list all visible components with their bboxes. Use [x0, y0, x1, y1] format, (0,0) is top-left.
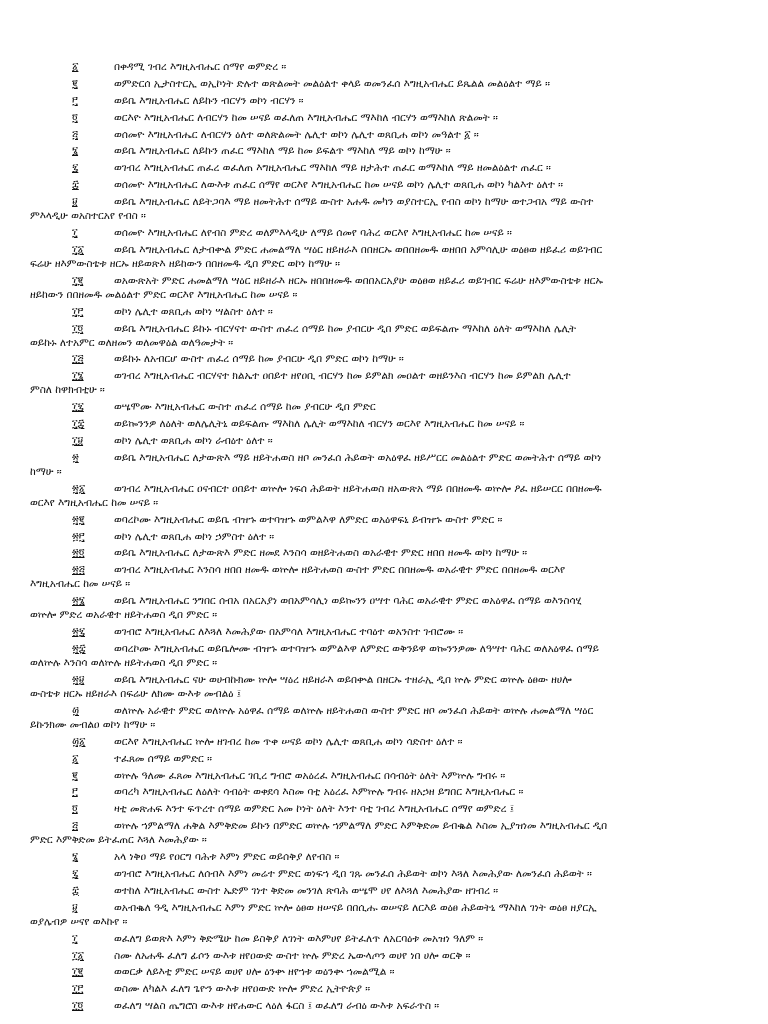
verse-number: ፲፰ — [72, 418, 85, 431]
verse-text: ተፈጸመ ሰማይ ወምድር ። — [114, 752, 212, 765]
verse-text: ወኮነ ሌሊተ ወጸቢሐ ወኮነ ራብዕተ ዕለተ ። — [114, 435, 273, 448]
verse-number: ፪ — [72, 769, 78, 782]
verse-line — [0, 530, 768, 544]
verse-text: ወይቤ እግዚአብሔር ንግበር ሰብአ በአርአያነ ወበአምሳሊነ ወይኰንን ዐሣተ ባሕር ወአራዊተ ምድር ወአዕዋፈ ሰማይ ወእንስሳሂ — [114, 595, 582, 608]
verse-line — [0, 563, 768, 591]
verse-number: ፲፬ — [72, 322, 84, 335]
verse-text-continuation: ይኩንክሙ መብልዐ ወኮነ ከማሁ ። — [30, 718, 156, 731]
verse-text: ዛቲ መጽሐፍ እንተ ፍጥረተ ሰማይ ወምድር አመ ኮነት ዕለት እንተ ባቲ ገብረ እግዚአብሔር ሰማየ ወምድረ ፤ — [114, 803, 514, 816]
verse-text: ወገብሮ እግዚአብሔር ለሰብእ እምነ መሬተ ምድር ወነፍኀ ዲበ ገጹ መንፈሰ ሕይወት ወኮነ እጓለ እመሕያው ለመንፈሰ ሕይወት ። — [114, 867, 592, 880]
verse-number: ፫ — [72, 786, 78, 799]
verse-text-continuation: ከማሁ ። — [30, 465, 62, 478]
verse-number: ፲ — [72, 227, 78, 240]
document-page — [0, 60, 768, 1016]
verse-number: ፯ — [72, 162, 79, 175]
verse-line — [0, 735, 768, 749]
verse-text-continuation: ዘይከውን በበዘመዱ መልዕልተ ምድር ወርእየ እግዚአብሔር ከመ ሠናይ ። — [30, 288, 298, 301]
verse-number: ፳፮ — [72, 595, 85, 608]
verse-number: ፴ — [72, 704, 80, 717]
verse-text-continuation: ፍሬሁ ዘእምውስቴቱ ዘርኡ ዘይወጽእ ዘይከውን በበዘመዱ ዲበ ምድር ወኮነ ከማሁ ። — [30, 257, 340, 270]
verse-text: ወሰመዮ እግዚአብሔር ለውእቱ ጠፈር ሰማየ ወርእየ እግዚአብሔር ከመ ሠናይ ወኮነ ሌሊተ ወጸቢሐ ወኮነ ካልእተ ዕለተ ። — [114, 179, 564, 192]
verse-line — [0, 305, 768, 319]
verse-text: ወባረኮሙ እግዚአብሔር ወይቤ ብዝኁ ወተባዝኁ ወምልእዋ ለምድር ወአዕዋፍኒ ይብዝኁ ውስተ ምድር ። — [114, 513, 503, 526]
verse-number: ፲፪ — [72, 966, 84, 979]
verse-number: ፲፯ — [72, 401, 84, 414]
verse-number: ፳፬ — [72, 547, 85, 560]
verse-number: ፲፬ — [72, 1000, 84, 1013]
verse-number: ፲፮ — [72, 370, 84, 383]
verse-text-continuation: ወያሌብዎ ሠናየ ወእኩየ ። — [30, 915, 128, 928]
verse-text: አላ ነቅዐ ማይ የዐርግ ባሕቱ እምነ ምድር ወይሰቅያ ለየብስ ። — [114, 851, 340, 864]
verse-text: ወገብሮ እግዚአብሔር ለእጓለ እመሕያው በአምሳለ እግዚአብሔር ተባዕተ ወአንስተ ገብሮሙ ። — [114, 626, 464, 639]
verse-text-continuation: ምእላዲሁ ወአስተርአየ የብስ ። — [30, 210, 146, 223]
verse-text: ወኮነ ሌሊተ ወጸቢሐ ወኮነ ኃምስተ ዕለተ ። — [114, 530, 275, 543]
verse-number: ፩ — [72, 61, 79, 73]
verse-line — [0, 400, 768, 414]
verse-line — [0, 111, 768, 125]
verse-line — [0, 673, 768, 701]
verse-line — [0, 999, 768, 1013]
verse-text: ወይቤ እግዚአብሔር ለታብቍል ምድር ሐመልማለ ሣዕር ዘይዘራእ በበዘርኡ ወበበዘመዱ ወዘበበ አምሳሊሁ ወዕፀወ ዘይፈሪ ወይገብር — [114, 243, 603, 256]
verse-line — [0, 178, 768, 192]
verse-text: ወርእየ እግዚአብሔር ኵሎ ዘገብረ ከመ ጥቀ ሠናይ ወኮነ ሌሊተ ወጸቢሐ ወኮነ ሳድስተ ዕለተ ። — [114, 735, 463, 748]
verse-line — [0, 949, 768, 963]
verse-text: ወሰመዮ እግዚአብሔር ለብርሃን ዕለተ ወለጽልመት ሌሊተ ወኮነ ሌሊተ ወጸቢሐ ወኮነ መዓልተ ፩ ። — [114, 128, 479, 141]
verse-number: ፮ — [72, 145, 79, 158]
verse-text: ወይኰንንዎ ለዕለት ወለሌሊትኒ ወይፍልጡ ማእከለ ሌሊት ወማእከለ ብርሃን ወርእየ እግዚአብሔር ከመ ሠናይ ። — [114, 418, 525, 431]
verse-text: ስሙ ለአሐዱ ፈለግ ፊሶን ውእቱ ዘየዐውድ ውስተ ኵሉ ምድረ ኤውላጦን ወሀየ ነበ ሀሎ ወርቅ ። — [114, 949, 471, 962]
verse-text-continuation: ወኵሎ ምድረ ወአራዊተ ዘይትሐወስ ዲበ ምድር ። — [30, 609, 218, 622]
verse-line — [0, 982, 768, 996]
verse-line — [0, 161, 768, 175]
verse-text: ወኵሉ ኀምልማለ ሐቅል እምቅድመ ይኩን በምድር ወኵሉ ኀምልማለ ምድር እምቅድመ ይብቈል እስመ ኢያዝነመ እግዚአብሔር ዲበ — [114, 820, 608, 833]
verse-line — [0, 642, 768, 670]
verse-text-continuation: ወለኵሉ እንስሳ ወለኵሉ ዘይትሐወስ ዲበ ምድር ። — [30, 657, 218, 670]
verse-line — [0, 884, 768, 898]
verse-line — [0, 965, 768, 979]
verse-line — [0, 513, 768, 527]
verse-text: ወባረኮሙ እግዚአብሔር ወይቤሎሙ ብዝኁ ወተባዝኁ ወምልእዋ ለምድር ወቅንይዋ ወኰንንዎሙ ለዓሣተ ባሕር ወለአዕዋፈ ሰማይ — [114, 643, 599, 656]
verse-line — [0, 802, 768, 816]
verse-text-continuation: ወርእየ እግዚአብሔር ከመ ሠናይ ። — [30, 496, 159, 509]
verse-number: ፱ — [72, 901, 78, 914]
verse-text: ወይቤ እግዚአብሔር ይኩኑ ብርሃናተ ውስተ ጠፈረ ሰማይ ከመ ያብርሁ ዲበ ምድር ወይፍልጡ ማእከለ ዕለት ወማእከለ ሌሊት — [114, 322, 577, 335]
verse-number: ፳፫ — [72, 530, 85, 543]
verse-text-continuation: ውስቴቱ ዘርኡ ዘይዘራእ በፍሬሁ ለክሙ ውእቱ መብልዕ ፤ — [30, 687, 241, 700]
verse-text: ወይቤ እግዚአብሔር ለታውጽእ ምድር ዘመደ እንስሳ ወዘይትሐወስ ወአራዊተ ምድር ዘበበ ዘመዱ ወኮነ ከማሁ ። — [114, 547, 528, 560]
verse-text: ወፈለግ ሣልስ ጤግሮስ ውእቱ ዘየሐውር ላዕለ ፋርስ ፤ ወፈለግ ራብዕ ውእቱ አፍራጥስ ። — [114, 1000, 440, 1013]
verse-line — [0, 594, 768, 622]
verse-line — [0, 625, 768, 639]
verse-line — [0, 434, 768, 448]
verse-line — [0, 451, 768, 479]
verse-number: ፳፯ — [72, 626, 86, 639]
verse-text: ወባረካ እግዚአብሔር ለዕለት ሳብዕት ወቀደሳ እስመ ባቲ አዕረፈ እምኵሉ ግብሩ ዘአኃዘ ይግበር እግዚአብሔር ። — [114, 786, 524, 799]
verse-number: ፱ — [72, 196, 78, 209]
verse-text: ወይቤ እግዚአብሔር ለይትጋባእ ማይ ዘመትሕተ ሰማይ ውስተ አሐዱ መካን ወያስተርኢ የብስ ወኮነ ከማሁ ወተጋብአ ማይ ውስተ — [114, 196, 594, 209]
verse-text: ወይቤ እግዚአብሔር ለይኩን ጠፈር ማእከለ ማይ ከመ ይፍልጥ ማእከለ ማይ ወኮነ ከማሁ ። — [114, 145, 451, 158]
verse-line — [0, 195, 768, 223]
verse-line — [0, 60, 768, 74]
verse-line — [0, 322, 768, 350]
verse-text-continuation: ምድር እምቅድመ ይትፈጠር እጓለ እመሕያው ። — [30, 834, 207, 847]
verse-line — [0, 932, 768, 946]
verse-text: ወአብቈለ ዓዲ እግዚአብሔር እምነ ምድር ኵሎ ዕፀወ ዘሠናይ በበሲሑ ወሠናይ ለርእይ ወዕፀ ሕይወትኒ ማእከለ ገነት ወዕፀ ዘያርኢ — [114, 901, 597, 914]
verse-line — [0, 352, 768, 366]
verse-text: ወይቤ እግዚአብሔር ለታውጽእ ማይ ዘይትሐወስ ዘቦ መንፈሰ ሕይወት ወአዕዋፈ ዘይሥርር መልዕልተ ምድር ወመትሕተ ሰማይ ወኮነ — [114, 451, 602, 464]
verse-line — [0, 901, 768, 929]
verse-line — [0, 704, 768, 732]
verse-number: ፳ — [72, 451, 79, 464]
verse-text: ወገብረ እግዚአብሔር ብርሃናተ ክልኤተ ዐበይተ ዘየዐቢ ብርሃን ከመ ይምልክ መዐልተ ወዘይንእስ ብርሃን ከመ ይምልክ ሌሊተ — [114, 370, 571, 383]
verse-text: ወገብረ እግዚአብሔር እንስሳ ዘበበ ዘመዱ ወኵሎ ዘይትሐወስ ውስተ ምድር በበዘመዱ ወአራዊተ ምድር በበዘመዱ ወርእየ — [114, 564, 566, 577]
verse-line — [0, 850, 768, 864]
verse-line — [0, 867, 768, 881]
verse-number: ፲፩ — [72, 949, 84, 962]
verse-text: ወተከለ እግዚአብሔር ውስተ ኤድም ገነተ ቅድመ መንገለ ጽባሕ ወሤሞ ሀየ ለእጓለ እመሕያው ዘገብረ ። — [114, 884, 499, 897]
verse-text: ወሰመዮ እግዚአብሔር ለየብስ ምድረ ወለምእላዲሁ ለማይ ሰመየ ባሕረ ወርእየ እግዚአብሔር ከመ ሠናይ ። — [114, 227, 512, 240]
verse-text: ወወርቃ ለይእቲ ምድር ሠናይ ወሀየ ሀሎ ዕንቍ ዘየኀቱ ወዕንቍ ኀመልሚል ። — [114, 966, 395, 979]
verse-number: ፳፭ — [72, 564, 85, 577]
verse-text-continuation: ወይኩኑ ለተአምር ወለዘመን ወለመዋዕል ወለዓመታት ። — [30, 336, 234, 349]
verse-text: ወኮነ ሌሊተ ወጸቢሐ ወኮነ ሣልስተ ዕለተ ። — [114, 305, 273, 318]
verse-number: ፩ — [72, 752, 79, 765]
verse-number: ፲፫ — [72, 983, 84, 996]
verse-line — [0, 128, 768, 142]
verse-line — [0, 94, 768, 108]
verse-text: በቀዳሚ ገብረ እግዚአብሔር ሰማየ ወምድረ ። — [114, 61, 287, 73]
verse-number: ፪ — [72, 77, 78, 90]
verse-text: ወኵሉ ዓለሙ ፈጸመ እግዚአብሔር ገቢረ ግብሮ ወአዕረፈ እግዚአብሔር በሳብዕት ዕለት እምኵሉ ግብሩ ። — [114, 769, 506, 782]
verse-text: ወገብረ እግዚአብሔር ዐናብርተ ዐበይተ ወኵሎ ነፍሰ ሕይወት ዘይትሐወስ ዘአውጽአ ማይ በበዘመዱ ወኵሎ ዖፈ ዘይሠርር በበዘመዱ — [114, 482, 602, 495]
verse-line — [0, 819, 768, 847]
verse-text: ወአውጽአት ምድር ሐመልማለ ሣዕር ዘይዘራእ ዘርኡ ዘበበዘመዱ ወበበአርአያሁ ወዕፀወ ዘይፈሪ ወይገብር ፍሬሁ ዘእምውስቴቱ ዘርኡ — [114, 274, 603, 287]
verse-number: ፭ — [72, 128, 78, 141]
verse-number: ፬ — [72, 111, 78, 124]
verse-text: ወስሙ ለካልእ ፈለግ ጌዮን ውእቱ ዘየዐውድ ኵሎ ምድረ ኢትዮጵያ ። — [114, 983, 371, 996]
verse-line — [0, 482, 768, 510]
verse-text: ወይቤ እግዚአብሔር ናሁ ወሀብኩክሙ ኵሎ ሣዕረ ዘይዘራእ ወይበቍል በዘርኡ ተዘራኢ ዲበ ኵሉ ምድር ወኵሉ ዕፀው ዘሀሎ — [114, 673, 572, 686]
verse-number: ፳፱ — [72, 673, 85, 686]
verse-line — [0, 546, 768, 560]
verse-line — [0, 243, 768, 271]
verse-number: ፳፩ — [72, 482, 86, 495]
verse-line — [0, 369, 768, 397]
verse-text-continuation: እግዚአብሔር ከመ ሠናይ ። — [30, 578, 131, 591]
verse-line — [0, 785, 768, 799]
verse-number: ፭ — [72, 820, 78, 833]
verse-text: ወፈለግ ይወጽእ እምነ ቅድሜሁ ከመ ይስቅያ ለገነት ወእምሀየ ይትፈለጥ ለአርባዕቱ መአዝነ ዓለም ። — [114, 932, 484, 945]
verse-text: ወገብረ እግዚአብሔር ጠፈረ ወፈለጠ እግዚአብሔር ማእከለ ማይ ዘታሕተ ጠፈር ወማእከለ ማይ ዘመልዕልተ ጠፈር ። — [114, 162, 551, 175]
verse-number: ፬ — [72, 803, 78, 816]
verse-line — [0, 77, 768, 91]
verse-number: ፴፩ — [72, 735, 86, 748]
verse-text: ወሤሞሙ እግዚአብሔር ውስተ ጠፈረ ሰማይ ከመ ያብርሁ ዲበ ምድር — [114, 401, 376, 414]
verse-number: ፲ — [72, 932, 78, 945]
verse-number: ፰ — [72, 179, 79, 192]
verse-text: ወይኩኑ ለአብርሆ ውስተ ጠፈረ ሰማይ ከመ ያብርሁ ዲበ ምድር ወኮነ ከማሁ ። — [114, 353, 404, 366]
verse-line — [0, 144, 768, 158]
verse-text-continuation: ምስለ ከዋክብቲሁ ። — [30, 384, 105, 397]
verse-text: ወምድርሰ ኢታስተርኢ ወኢኮነት ድሉተ ወጽልመት መልዕልተ ቀላይ ወመንፈሰ እግዚአብሔር ይጼልል መልዕልተ ማይ ። — [114, 77, 550, 90]
verse-number: ፳፰ — [72, 643, 86, 656]
verse-text: ወይቤ እግዚአብሔር ለይኩን ብርሃን ወኮነ ብርሃን ። — [114, 94, 304, 107]
verse-number: ፲፫ — [72, 305, 84, 318]
verse-number: ፲፪ — [72, 274, 84, 287]
verse-line — [0, 769, 768, 783]
verse-line — [0, 274, 768, 302]
verse-text: ወለኵሉ አራዊተ ምድር ወለኵሉ አዕዋፈ ሰማይ ወለኵሉ ዘይትሐወስ ውስተ ምድር ዘቦ መንፈሰ ሕይወት ወኵሉ ሐመልማለ ሣዕር — [114, 704, 594, 717]
verse-number: ፯ — [72, 867, 79, 880]
verse-number: ፲፱ — [72, 435, 84, 448]
verse-line — [0, 752, 768, 766]
verse-line — [0, 226, 768, 240]
verse-number: ፲፩ — [72, 243, 84, 256]
verse-number: ፫ — [72, 94, 78, 107]
verse-number: ፳፪ — [72, 513, 85, 526]
verse-number: ፮ — [72, 851, 79, 864]
verse-number: ፰ — [72, 884, 79, 897]
verse-text: ወርእዮ እግዚአብሔር ለብርሃን ከመ ሠናይ ወፈለጠ እግዚአብሔር ማእከለ ብርሃን ወማእከለ ጽልመት ። — [114, 111, 498, 124]
verse-line — [0, 417, 768, 431]
verse-number: ፲፭ — [72, 353, 84, 366]
